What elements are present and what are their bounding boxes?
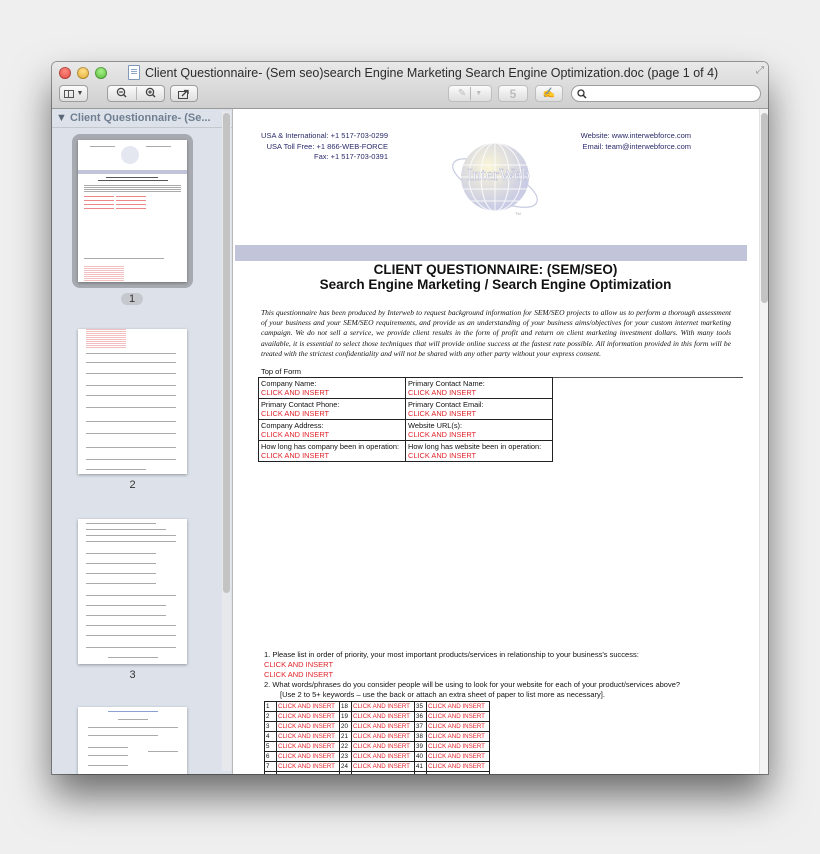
page-thumbnail — [78, 140, 187, 282]
table-row: 6 CLICK AND INSERT 23 CLICK AND INSERT 40 CLICK AND INSERT — [265, 752, 490, 762]
thumbnail-page-2[interactable] — [78, 329, 198, 491]
table-row: 2 CLICK AND INSERT 19 CLICK AND INSERT 36 CLICK AND INSERT — [265, 712, 490, 722]
keyword-field[interactable]: CLICK AND INSERT — [352, 752, 415, 762]
question-2: 2. What words/phrases do you consider people will be using to look for your website for each of your product/services above? — [264, 680, 681, 689]
keyword-field[interactable]: CLICK AND INSERT — [427, 702, 490, 712]
website-age-field[interactable]: CLICK AND INSERT — [408, 451, 477, 460]
company-age-field[interactable]: CLICK AND INSERT — [261, 451, 330, 460]
table-row — [259, 378, 553, 399]
zoom-in-button[interactable] — [137, 87, 165, 101]
search-input[interactable] — [587, 87, 760, 100]
keyword-field[interactable]: CLICK AND INSERT — [352, 762, 415, 772]
zoom-out-button[interactable] — [108, 87, 136, 101]
contact-name-field[interactable]: CLICK AND INSERT — [408, 388, 477, 397]
edit-button[interactable] — [535, 85, 563, 102]
keyword-field[interactable]: CLICK AND INSERT — [277, 762, 340, 772]
table-row — [265, 772, 490, 775]
keyword-field[interactable]: CLICK AND INSERT — [277, 752, 340, 762]
table-row — [259, 441, 553, 462]
search-icon — [577, 89, 587, 99]
keyword-field[interactable]: CLICK AND INSERT — [427, 762, 490, 772]
website-age-cell: How long has website been in operation: CLICK AND INSERT — [406, 441, 553, 462]
window-title-text: Client Questionnaire- (Sem seo)search Engine Marketing Search Engine Optimization.doc (page 1 of 4) — [145, 65, 719, 80]
table-row: 4 CLICK AND INSERT 21 CLICK AND INSERT 38 CLICK AND INSERT — [265, 732, 490, 742]
keyword-field[interactable]: CLICK AND INSERT — [352, 722, 415, 732]
table-row — [259, 420, 553, 441]
pen-icon: ✎ — [457, 88, 467, 99]
company-address-cell: Company Address: CLICK AND INSERT — [259, 420, 406, 441]
keyword-field[interactable]: CLICK AND INSERT — [277, 722, 340, 732]
sidebar-view-button[interactable] — [59, 85, 88, 102]
keyword-field[interactable]: CLICK AND INSERT — [427, 752, 490, 762]
keyword-field[interactable]: CLICK AND INSERT — [352, 712, 415, 722]
thumbnail-selection — [72, 134, 193, 288]
company-name-cell: Company Name: CLICK AND INSERT — [259, 378, 406, 399]
keyword-field[interactable] — [427, 772, 490, 775]
sidebar-header[interactable] — [52, 109, 232, 128]
zoom-window-button[interactable] — [95, 67, 107, 79]
table-row: 5 CLICK AND INSERT 22 CLICK AND INSERT 39 CLICK AND INSERT — [265, 742, 490, 752]
window-controls — [59, 67, 107, 79]
question-1-answer-1[interactable]: CLICK AND INSERT — [264, 660, 334, 669]
thumbnail-page-4[interactable] — [78, 707, 198, 774]
zoom-out-icon — [116, 87, 127, 98]
keyword-field[interactable] — [352, 772, 415, 775]
sidebar-scroll-thumb[interactable] — [223, 113, 230, 593]
contact-email-cell: Primary Contact Email: CLICK AND INSERT — [406, 399, 553, 420]
page-number-label: 1 — [72, 293, 192, 305]
document-scroll-thumb[interactable] — [761, 113, 768, 303]
keyword-field[interactable]: CLICK AND INSERT — [277, 732, 340, 742]
document-icon — [128, 65, 140, 80]
share-button[interactable] — [170, 85, 198, 102]
contact-phone-field[interactable]: CLICK AND INSERT — [261, 409, 330, 418]
client-info-table — [258, 377, 553, 462]
table-row: 7 CLICK AND INSERT 24 CLICK AND INSERT 41 CLICK AND INSERT — [265, 762, 490, 772]
thumbnail-sidebar — [52, 109, 233, 774]
website-url-field[interactable]: CLICK AND INSERT — [408, 430, 477, 439]
question-1: 1. Please list in order of priority, your most important products/services in relationship to your business's success: — [264, 650, 639, 659]
company-address-field[interactable]: CLICK AND INSERT — [261, 430, 330, 439]
annotate-button[interactable] — [448, 85, 492, 102]
svg-text:InterWeb: InterWeb — [467, 165, 530, 184]
divider — [470, 87, 471, 100]
disclosure-triangle-icon[interactable]: ▼ — [56, 112, 67, 124]
keyword-field[interactable]: CLICK AND INSERT — [352, 732, 415, 742]
question-1-answer-2[interactable]: CLICK AND INSERT — [264, 670, 334, 679]
top-of-form-label: Top of Form — [261, 367, 302, 376]
thumbnail-page-3[interactable] — [78, 519, 198, 681]
zoom-button-group — [107, 85, 165, 102]
share-icon — [178, 89, 190, 99]
interweb-logo — [447, 135, 547, 221]
document-title: CLIENT QUESTIONNAIRE: (SEM/SEO) — [373, 262, 618, 277]
search-field[interactable] — [571, 85, 761, 102]
keyword-field[interactable]: CLICK AND INSERT — [277, 742, 340, 752]
page-number-label: 3 — [129, 669, 136, 681]
question-2-note: [Use 2 to 5+ keywords – use the back or attach an extra sheet of paper to list more as necessary]. — [280, 690, 605, 699]
rotate-icon: 5 — [509, 86, 517, 101]
keyword-field[interactable]: CLICK AND INSERT — [352, 702, 415, 712]
table-row — [259, 399, 553, 420]
keyword-field[interactable]: CLICK AND INSERT — [427, 732, 490, 742]
keyword-field[interactable]: CLICK AND INSERT — [427, 742, 490, 752]
website-url-cell: Website URL(s): CLICK AND INSERT — [406, 420, 553, 441]
keyword-field[interactable]: CLICK AND INSERT — [427, 722, 490, 732]
contact-email-field[interactable]: CLICK AND INSERT — [408, 409, 477, 418]
sidebar-document-title: Client Questionnaire- (Se... — [69, 112, 211, 124]
header-band — [235, 245, 747, 261]
sidebar-icon — [64, 90, 74, 98]
chevron-down-icon: ▼ — [76, 90, 84, 97]
keyword-field[interactable] — [277, 772, 340, 775]
page-thumbnail — [78, 329, 187, 474]
close-button[interactable] — [59, 67, 71, 79]
keyword-field[interactable]: CLICK AND INSERT — [427, 712, 490, 722]
keyword-field[interactable]: CLICK AND INSERT — [277, 702, 340, 712]
sidebar-scrollbar[interactable] — [222, 111, 231, 771]
document-page — [233, 109, 758, 774]
document-subtitle: Search Engine Marketing / Search Engine Optimization — [319, 277, 672, 292]
zoom-in-icon — [145, 87, 156, 98]
document-scrollbar[interactable] — [759, 109, 768, 774]
document-view — [233, 109, 768, 774]
contact-info-left: USA & International: +1 517-703-0299 USA Toll Free: +1 866-WEB-FORCE Fax: +1 517-703-0391 — [261, 131, 388, 161]
thumbnail-page-1[interactable] — [72, 134, 192, 305]
contact-phone-cell: Primary Contact Phone: CLICK AND INSERT — [259, 399, 406, 420]
keyword-field[interactable]: CLICK AND INSERT — [352, 742, 415, 752]
chevron-down-icon: ▼ — [475, 90, 483, 97]
page-number-label: 2 — [129, 479, 136, 491]
fullscreen-icon[interactable]: ⤢ — [756, 65, 764, 76]
minimize-button[interactable] — [77, 67, 89, 79]
window-title — [128, 65, 718, 80]
page-thumbnail — [78, 519, 187, 664]
contact-name-cell: Primary Contact Name: CLICK AND INSERT — [406, 378, 553, 399]
title-bar — [52, 62, 768, 109]
svg-text:TM: TM — [515, 211, 521, 216]
rotate-button[interactable] — [498, 85, 528, 102]
keyword-field[interactable]: CLICK AND INSERT — [277, 712, 340, 722]
company-age-cell: How long has company been in operation: CLICK AND INSERT — [259, 441, 406, 462]
contact-info-right: Website: www.interwebforce.com Email: team@interwebforce.com — [580, 131, 691, 151]
company-name-field[interactable]: CLICK AND INSERT — [261, 388, 330, 397]
keyword-table — [264, 701, 490, 774]
table-row: 3 CLICK AND INSERT 20 CLICK AND INSERT 37 CLICK AND INSERT — [265, 722, 490, 732]
intro-paragraph: This questionnaire has been produced by Interweb to request background information for SEM/SEO projects to allow us to perform a thorough assessment of your business and your SEM/SEO requirements, and provide us an understanding of your business aims/objectives for your custom internet marketing campaign. We do not sell a service, we provide client results in the form of profit and return on client marketing investment dollars. With many tools available, it is essential to select those techniques that will provide online success at the fastest rate possible. All information provided in this form will be treated with the strictest confidentiality and will not be shared with any other party without your express consent. — [261, 308, 731, 358]
table-row: 1 CLICK AND INSERT 18 CLICK AND INSERT 35 CLICK AND INSERT — [265, 702, 490, 712]
preview-window — [52, 62, 768, 774]
page-thumbnail — [78, 707, 187, 774]
edit-icon: ✍ — [542, 88, 556, 99]
